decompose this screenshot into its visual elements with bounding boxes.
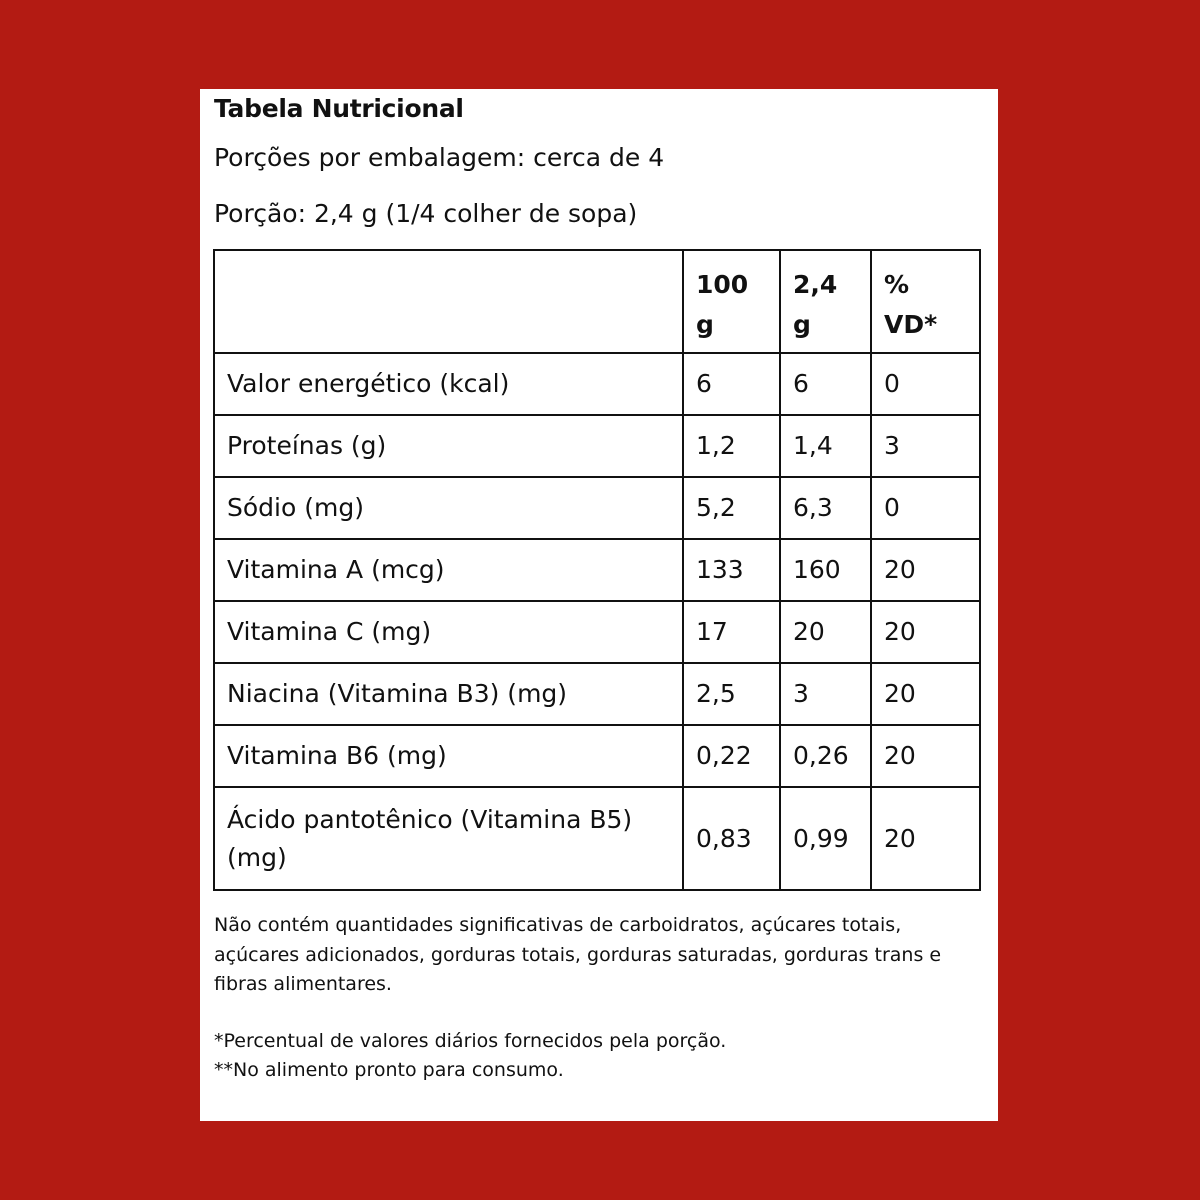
servings-per-package: Porções por embalagem: cerca de 4: [214, 143, 665, 172]
value-per-serving: 3: [780, 663, 871, 725]
serving-size: Porção: 2,4 g (1/4 colher de sopa): [214, 199, 638, 228]
nutrient-name: Proteínas (g): [214, 415, 683, 477]
daily-value-percent: 0: [871, 477, 980, 539]
table-row: [214, 477, 980, 539]
footnote-not-significant: Não contém quantidades significativas de carboidratos, açúcares totais, açúcares adicionados, gorduras totais, gorduras saturadas, gorduras trans e fibras alimentares.: [214, 914, 942, 995]
value-per-serving: 160: [780, 539, 871, 601]
value-per-serving: 0,26: [780, 725, 871, 787]
table-row: [214, 601, 980, 663]
nutrient-name: Vitamina A (mcg): [214, 539, 683, 601]
nutrient-name: Vitamina B6 (mg): [214, 725, 683, 787]
header-cell-nutrient: [214, 250, 683, 353]
daily-value-percent: 20: [871, 787, 980, 890]
table-row: [214, 787, 980, 890]
value-per-serving: 1,4: [780, 415, 871, 477]
table-row: [214, 539, 980, 601]
daily-value-percent: 3: [871, 415, 980, 477]
nutrition-facts-panel: [200, 89, 998, 1121]
footnotes: [214, 911, 974, 1086]
table-header-row: [214, 250, 980, 353]
value-per-serving: 20: [780, 601, 871, 663]
value-per-100g: 133: [683, 539, 780, 601]
daily-value-percent: 20: [871, 725, 980, 787]
daily-value-percent: 0: [871, 353, 980, 415]
footnote-spacer: [214, 1000, 974, 1027]
table-row: [214, 353, 980, 415]
daily-value-percent: 20: [871, 539, 980, 601]
nutrient-name: Vitamina C (mg): [214, 601, 683, 663]
table-row: [214, 415, 980, 477]
value-per-100g: 17: [683, 601, 780, 663]
value-per-serving: 6: [780, 353, 871, 415]
header-cell-per-100g: 100 g: [683, 250, 780, 353]
table-row: [214, 725, 980, 787]
header-cell-per-serving: 2,4 g: [780, 250, 871, 353]
nutrition-table: [213, 249, 981, 891]
header-cell-daily-value: % VD*: [871, 250, 980, 353]
nutrient-name: Niacina (Vitamina B3) (mg): [214, 663, 683, 725]
value-per-100g: 0,22: [683, 725, 780, 787]
nutrient-name: Valor energético (kcal): [214, 353, 683, 415]
daily-value-percent: 20: [871, 663, 980, 725]
panel-title: Tabela Nutricional: [214, 94, 464, 123]
value-per-100g: 0,83: [683, 787, 780, 890]
value-per-100g: 5,2: [683, 477, 780, 539]
daily-value-percent: 20: [871, 601, 980, 663]
value-per-100g: 6: [683, 353, 780, 415]
value-per-100g: 2,5: [683, 663, 780, 725]
footnote-daily-values: *Percentual de valores diários fornecidos pela porção.: [214, 1029, 727, 1052]
value-per-serving: 6,3: [780, 477, 871, 539]
nutrient-name: Sódio (mg): [214, 477, 683, 539]
footnote-ready-to-eat: **No alimento pronto para consumo.: [214, 1059, 564, 1081]
nutrient-name: Ácido pantotênico (Vitamina B5) (mg): [214, 787, 683, 890]
value-per-serving: 0,99: [780, 787, 871, 890]
value-per-100g: 1,2: [683, 415, 780, 477]
table-row: [214, 663, 980, 725]
